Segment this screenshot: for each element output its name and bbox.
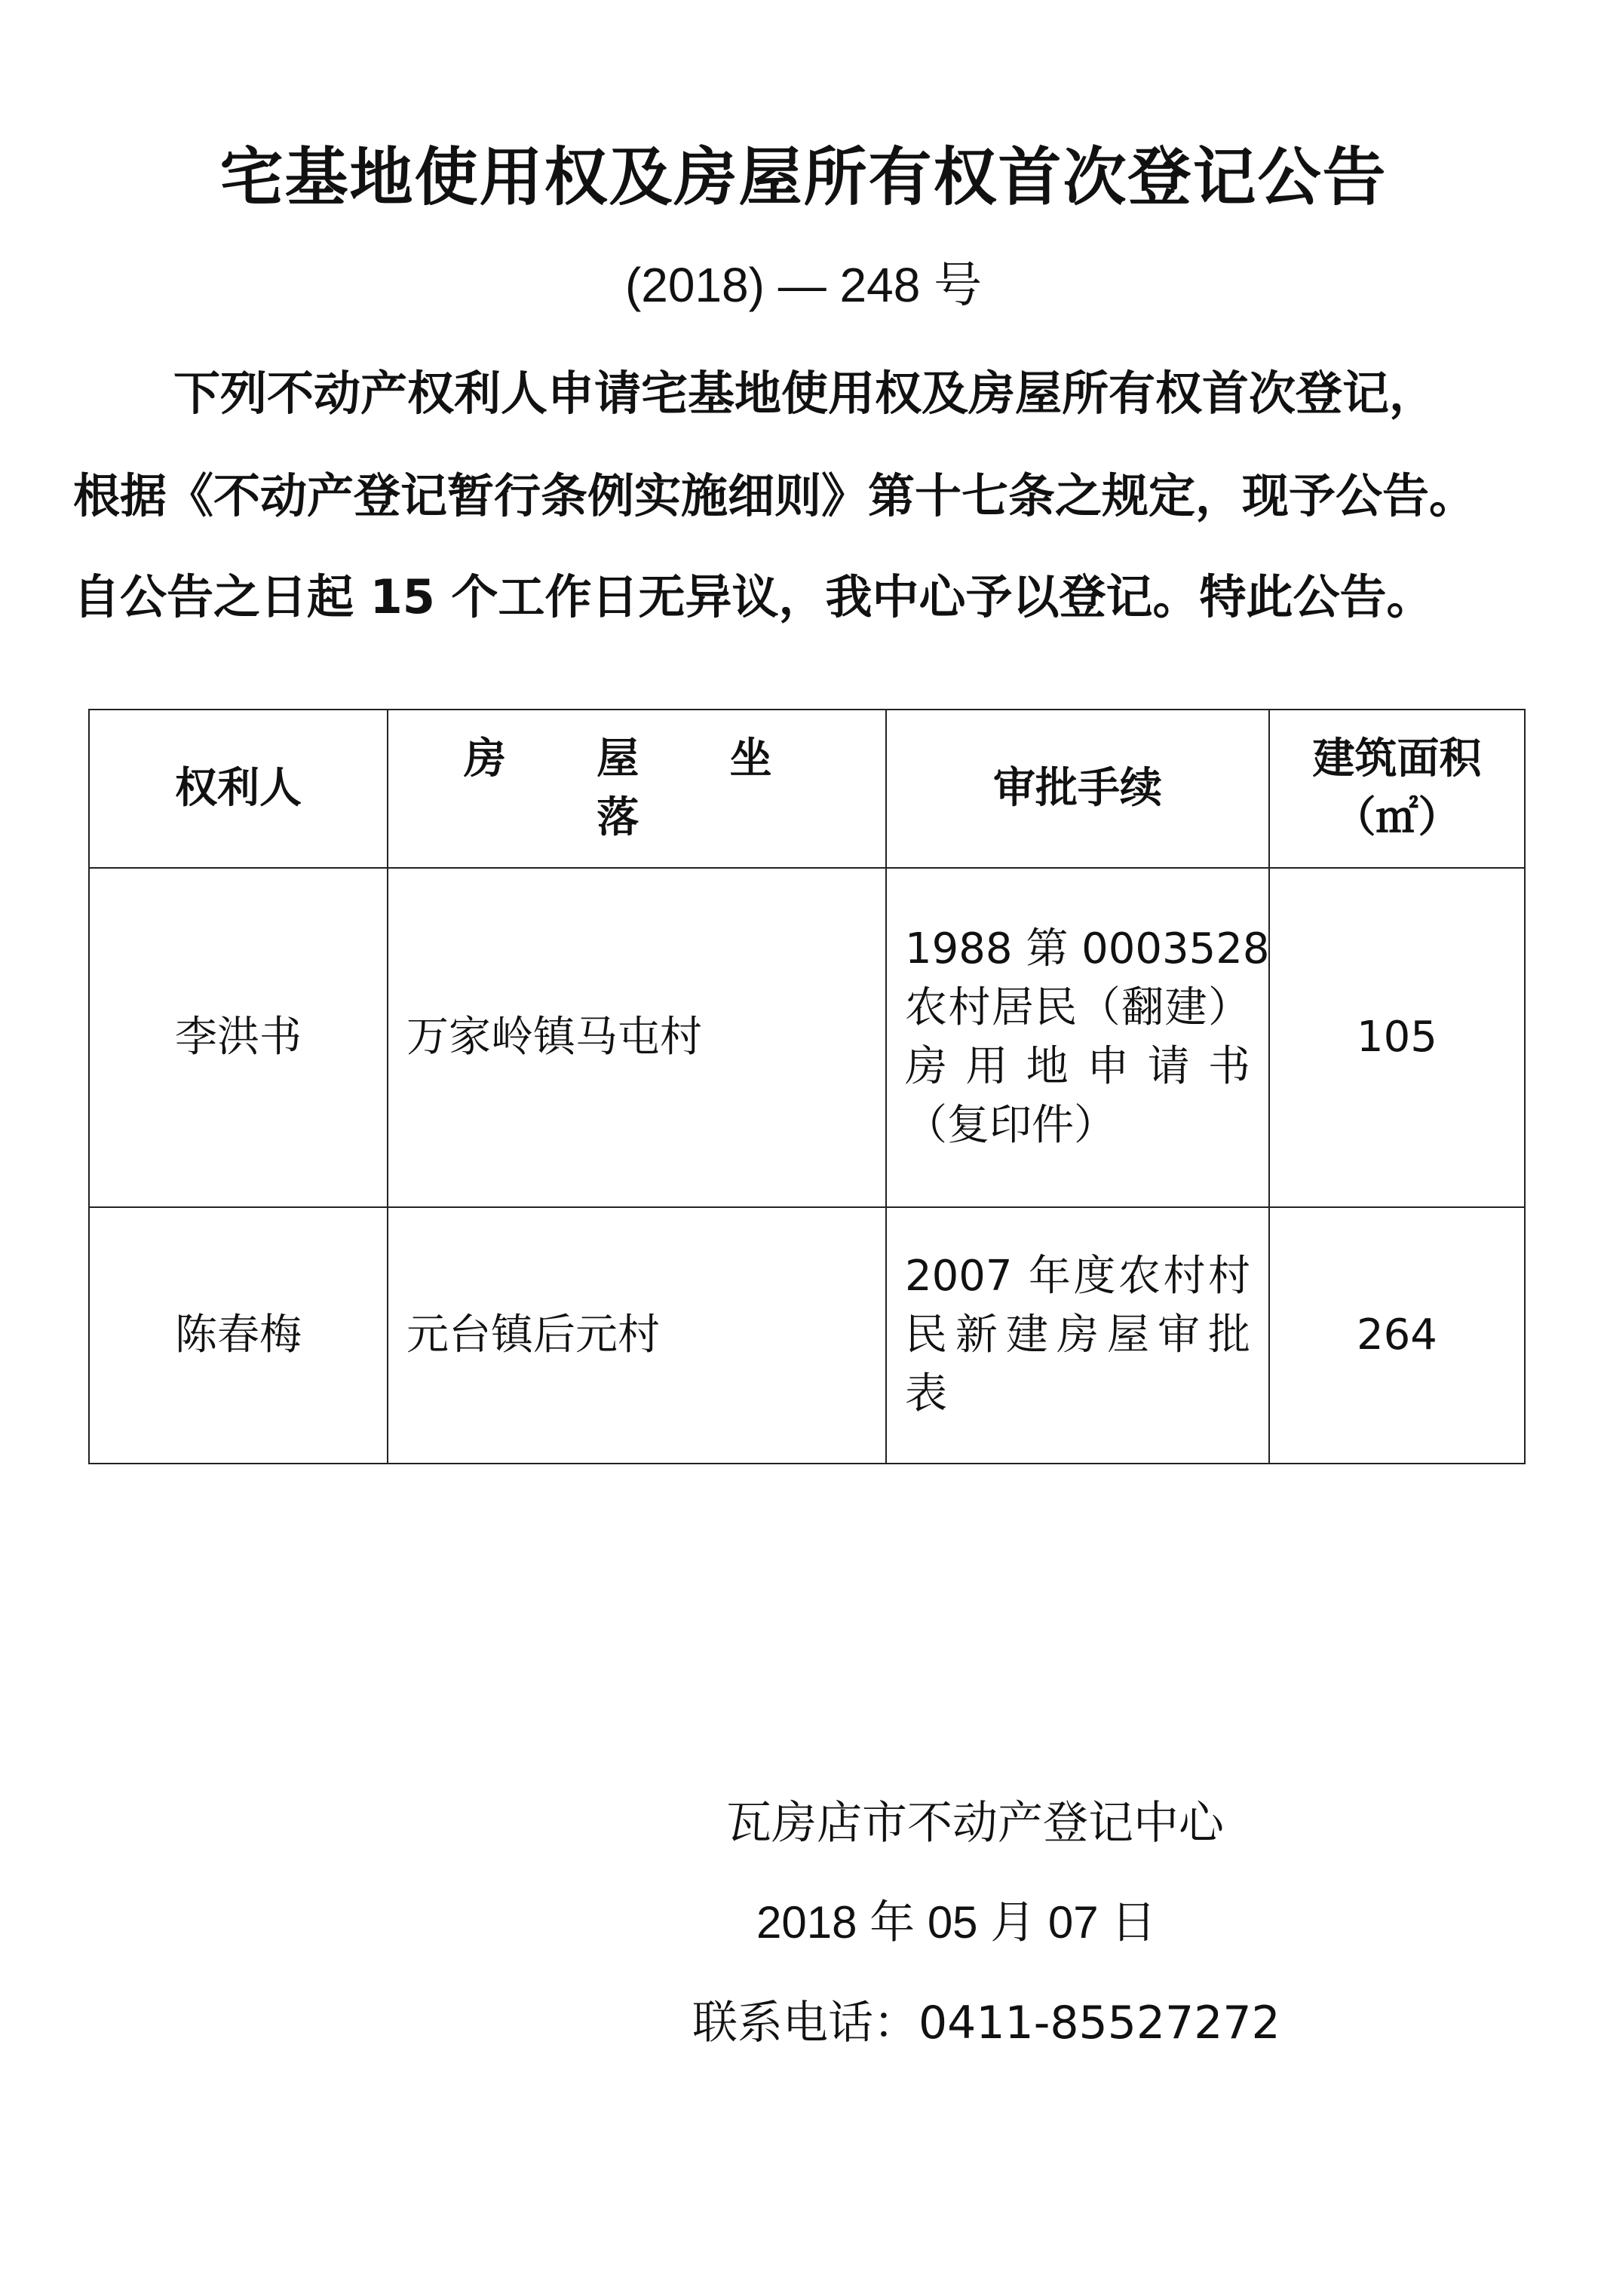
header-area — [1269, 710, 1525, 868]
header-location — [388, 710, 886, 868]
approval-line: 农村居民（翻建） — [905, 983, 1250, 1032]
intro-paragraph-line-1: 下列不动产权利人申请宅基地使用权及房屋所有权首次登记， — [173, 366, 1437, 421]
cell-approval — [886, 1207, 1269, 1464]
cell-owner: 陈春梅 — [89, 1207, 388, 1464]
cell-owner: 李洪书 — [89, 868, 388, 1207]
approval-line: 表 — [905, 1369, 947, 1418]
issuing-organization: 瓦房店市不动产登记中心 — [726, 1797, 1224, 1850]
cell-location: 万家岭镇马屯村 — [388, 868, 886, 1207]
intro-paragraph-line-3: 自公告之日起 15 个工作日无异议，我中心予以登记。特此公告。 — [73, 569, 1434, 624]
approval-line: 房用地申请书 — [905, 1042, 1250, 1091]
approval-line: 民新建房屋审批 — [905, 1310, 1250, 1360]
header-location-label: 房 屋 坐 落 — [464, 734, 810, 842]
approval-line: 2007 年度农村村 — [905, 1252, 1250, 1301]
header-area-label: 建筑面积 — [1312, 734, 1482, 783]
header-area-unit: （㎡） — [1333, 793, 1461, 842]
approval-line: 1988 第 0003528 — [905, 924, 1270, 973]
intro-paragraph-line-2: 根据《不动产登记暂行条例实施细则》第十七条之规定，现予公告。 — [73, 468, 1477, 523]
header-approval: 审批手续 — [886, 710, 1269, 868]
cell-area: 264 — [1269, 1207, 1525, 1464]
cell-approval — [886, 868, 1269, 1207]
registration-table — [88, 709, 1526, 1464]
table-row — [89, 868, 1525, 1207]
document-number: (2018) — 248 号 — [624, 258, 983, 312]
page-title: 宅基地使用权及房屋所有权首次登记公告 — [219, 140, 1388, 214]
issue-date: 2018 年 05 月 07 日 — [756, 1897, 1157, 1948]
contact-phone: 联系电话：0411-85527272 — [692, 1997, 1280, 2049]
approval-line: （复印件） — [905, 1101, 1116, 1150]
table-row — [89, 1207, 1525, 1464]
cell-area: 105 — [1269, 868, 1525, 1207]
cell-location: 元台镇后元村 — [388, 1207, 886, 1464]
table-header-row — [89, 710, 1525, 868]
header-owner: 权利人 — [89, 710, 388, 868]
